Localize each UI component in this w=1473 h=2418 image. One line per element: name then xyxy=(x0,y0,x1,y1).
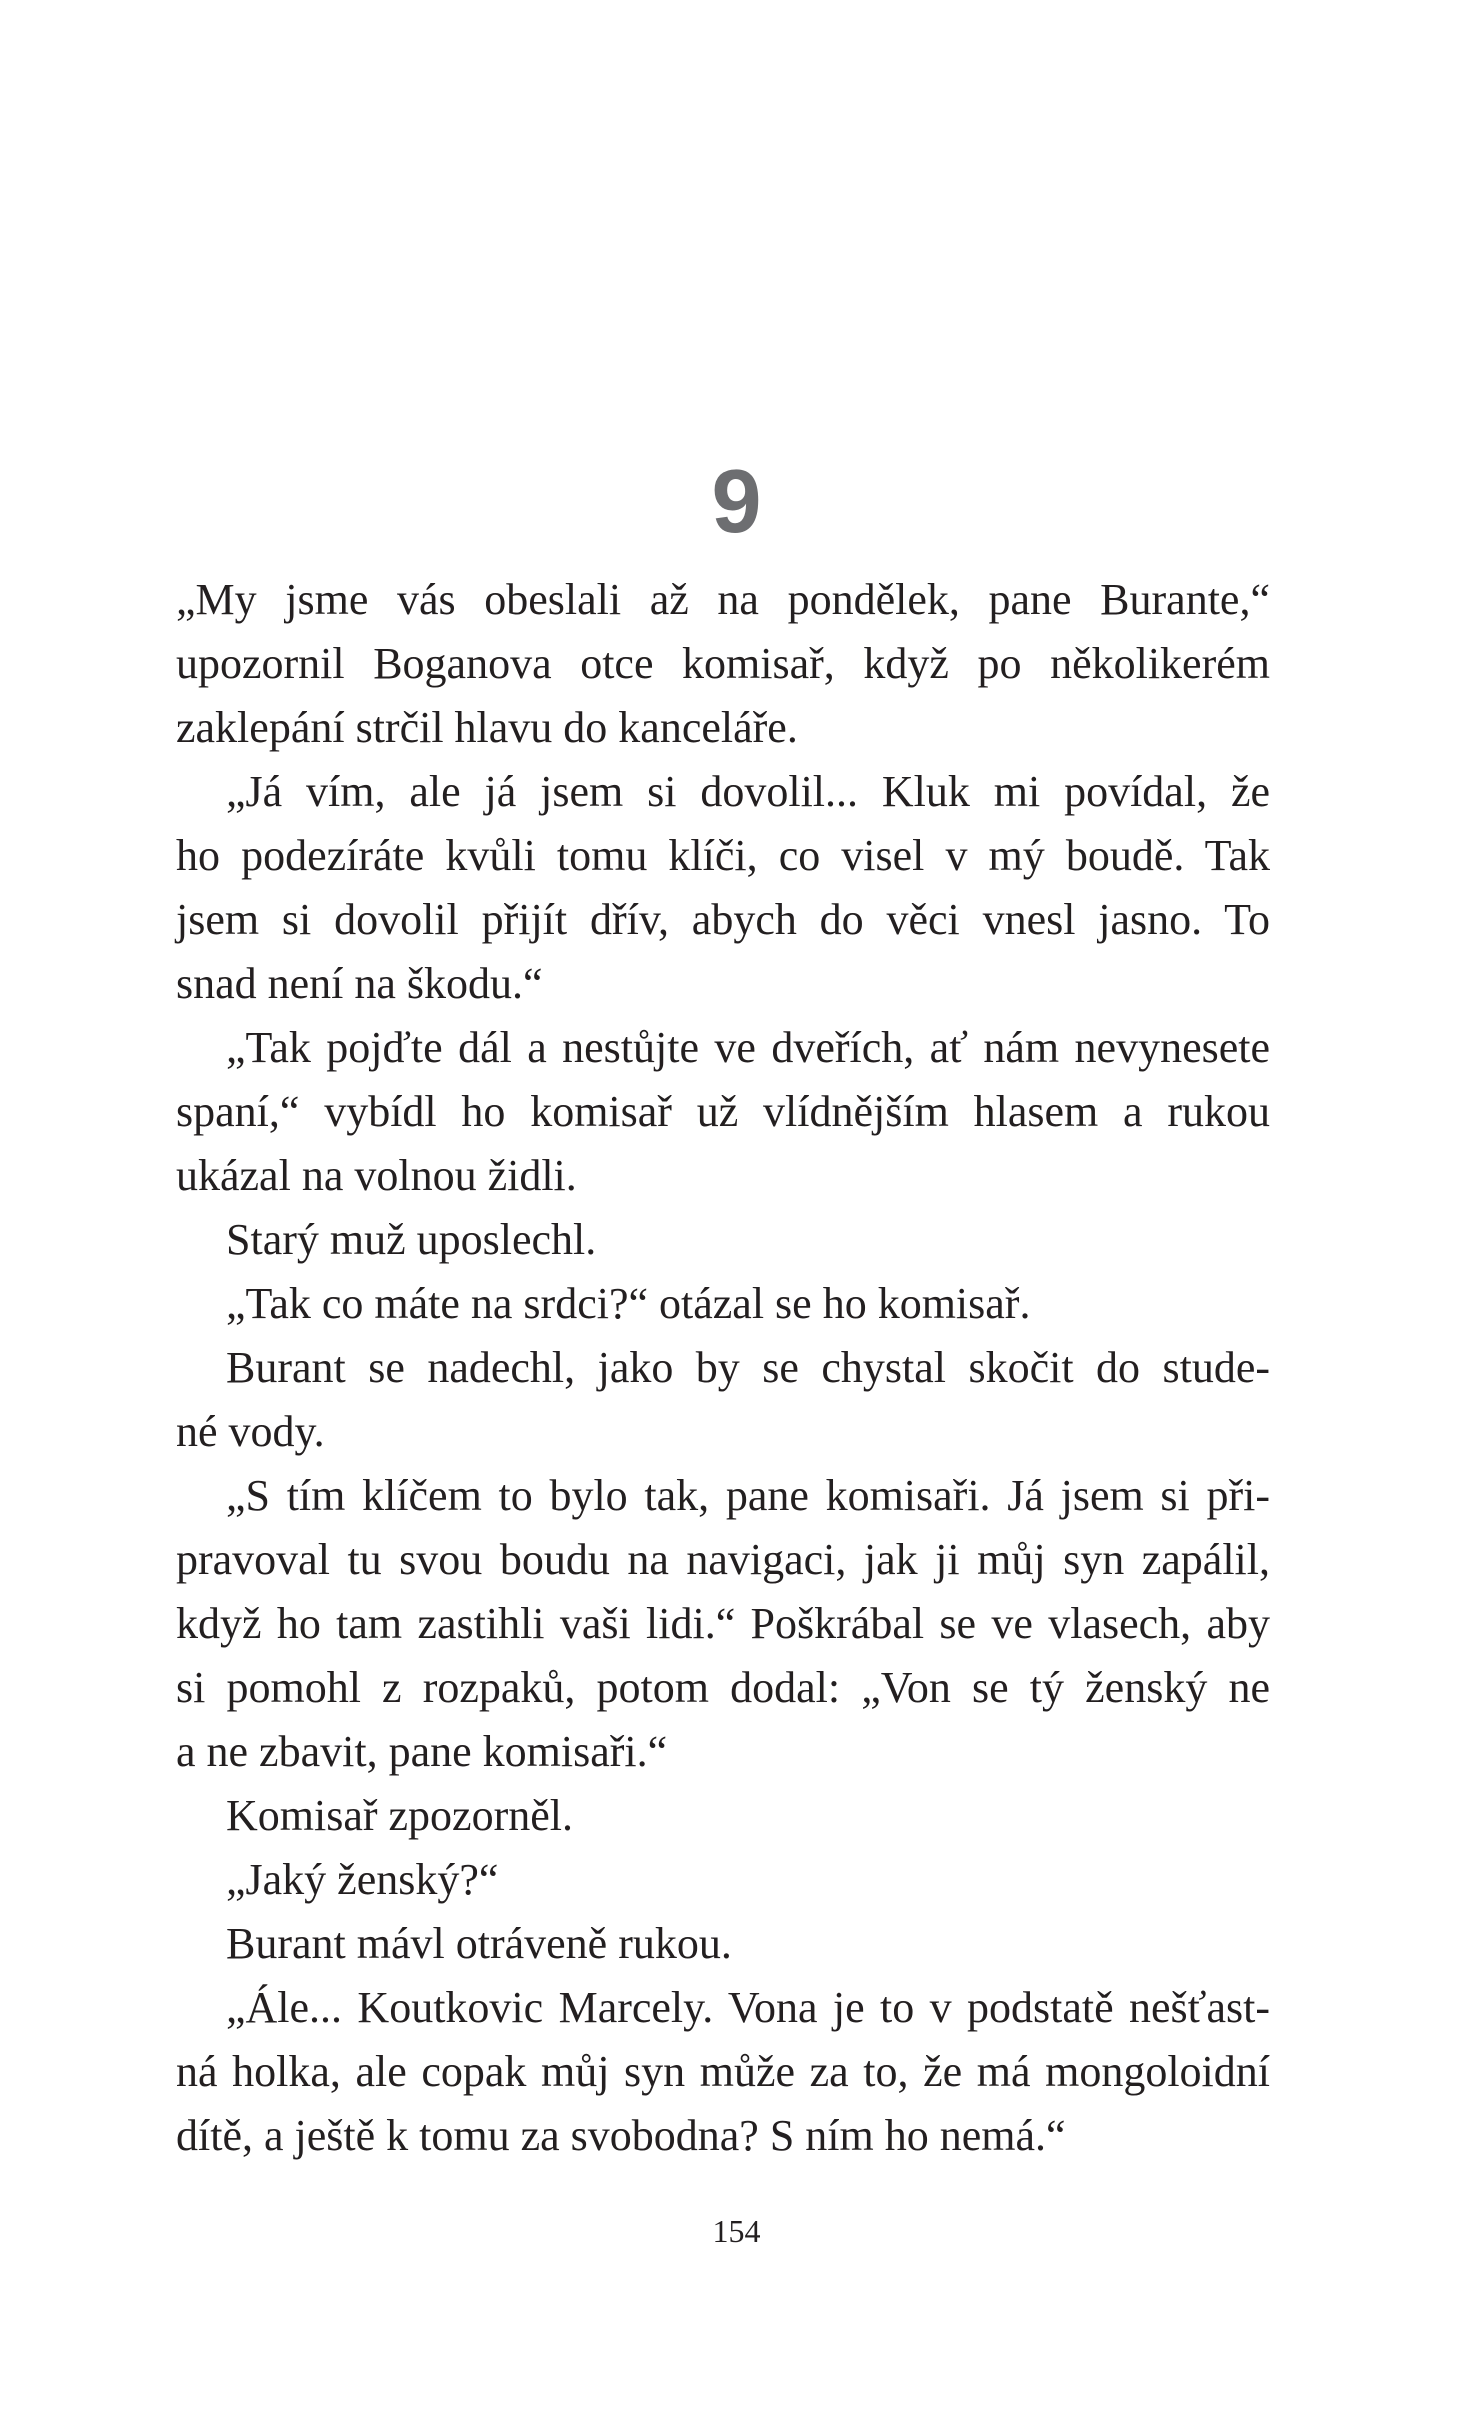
text-line: „Ále... Koutkovic Marcely. Vona je to v podstatě nešťast- xyxy=(226,1983,1270,2032)
chapter-number: 9 xyxy=(711,452,762,552)
text-line: ná holka, ale copak můj syn může za to, že má mongoloidní xyxy=(176,2047,1270,2096)
text-line: „Jaký ženský?“ xyxy=(226,1855,499,1904)
page-number: 154 xyxy=(712,2213,761,2249)
text-line: né vody. xyxy=(176,1407,325,1456)
text-line: ho podezíráte kvůli tomu klíči, co visel v mý boudě. Tak xyxy=(176,831,1270,880)
text-line: „My jsme vás obeslali až na pondělek, pane Burante,“ xyxy=(176,575,1270,624)
text-line: si pomohl z rozpaků, potom dodal: „Von se tý ženský ne xyxy=(176,1663,1270,1712)
text-line: Burant mávl otráveně rukou. xyxy=(226,1919,732,1968)
text-line: a ne zbavit, pane komisaři.“ xyxy=(176,1727,668,1776)
text-line: „S tím klíčem to bylo tak, pane komisaři. Já jsem si při- xyxy=(226,1471,1270,1520)
text-line: „Tak pojďte dál a nestůjte ve dveřích, ať nám nevynesete xyxy=(226,1023,1270,1072)
text-line: když ho tam zastihli vaši lidi.“ Poškrábal se ve vlasech, aby xyxy=(176,1599,1270,1648)
text-line: pravoval tu svou boudu na navigaci, jak ji můj syn zapálil, xyxy=(176,1535,1270,1584)
text-line: „Já vím, ale já jsem si dovolil... Kluk mi povídal, že xyxy=(226,767,1270,816)
text-line: Burant se nadechl, jako by se chystal skočit do stude- xyxy=(226,1343,1270,1392)
text-line: jsem si dovolil přijít dřív, abych do věci vnesl jasno. To xyxy=(176,895,1270,944)
text-line: zaklepání strčil hlavu do kanceláře. xyxy=(176,703,798,752)
text-line: ukázal na volnou židli. xyxy=(176,1151,577,1200)
text-line: Komisař zpozorněl. xyxy=(226,1791,573,1840)
text-line: spaní,“ vybídl ho komisař už vlídnějším hlasem a rukou xyxy=(176,1087,1270,1136)
text-line: dítě, a ještě k tomu za svobodna? S ním ho nemá.“ xyxy=(176,2111,1066,2160)
text-line: upozornil Boganova otce komisař, když po několikerém xyxy=(176,639,1270,688)
text-line: Starý muž uposlechl. xyxy=(226,1215,597,1264)
text-line: „Tak co máte na srdci?“ otázal se ho komisař. xyxy=(226,1279,1031,1328)
text-line: snad není na škodu.“ xyxy=(176,959,543,1008)
body-text xyxy=(176,568,1270,2168)
